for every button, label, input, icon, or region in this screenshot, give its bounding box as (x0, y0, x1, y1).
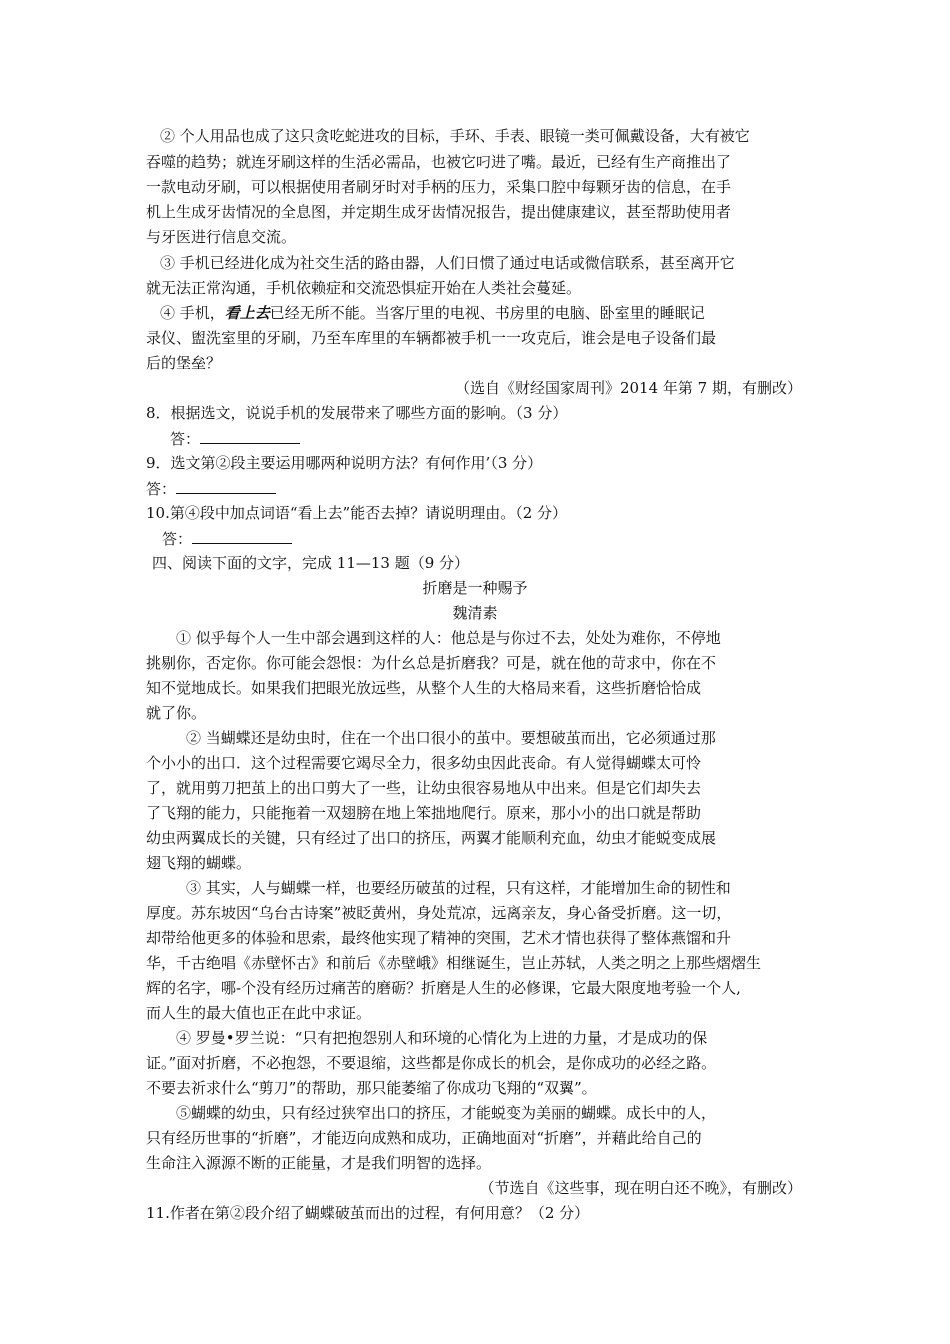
text-line: ③ 手机已经进化成为社交生活的路由器，人们日惯了通过电话或微信联系，甚至离开它 (160, 254, 735, 272)
text-line: 挑剔你，否定你。你可能会怨恨：为什幺总是折磨我？可是，就在他的苛求中，你在不 (146, 654, 717, 672)
answer-blank[interactable] (200, 428, 300, 444)
text-line: 吞噬的趋势；就连牙刷这样的生活必需品，也被它叼进了嘴。最近，已经有生产商推出了 (146, 153, 732, 171)
section-4-heading: 四、阅读下面的文字，完成 11—13 题（9 分） (152, 554, 470, 572)
s4-source: （节选自《这些事，现在明白还不晚》，有删改） (479, 1179, 802, 1197)
answer-10 (162, 528, 292, 549)
text-line: 就无法正常沟通，手机依赖症和交流恐惧症开始在人类社会蔓延。 (146, 279, 582, 297)
text-line: ① 似乎每个人一生中部会遇到这样的人：他总是与你过不去，处处为难你，不停地 (176, 629, 721, 647)
text-line: ③ 其实，人与蝴蝶一样，也要经历破茧的过程，只有这样，才能增加生命的韧性和 (186, 879, 731, 897)
article-title: 折磨是一种赐予 (422, 579, 528, 597)
text-line: 辉的名字，哪-个没有经历过痛苦的磨砺？折磨是人生的必修课，它最大限度地考验一个人, (146, 979, 741, 997)
text-line: 与牙医进行信息交流。 (146, 228, 297, 246)
answer-label: 答： (146, 480, 177, 498)
p4-prefix: ④ 手机， (160, 304, 225, 322)
question-11: 11.作者在第②段介绍了蝴蝶破茧而出的过程，有何用意？（2 分） (146, 1204, 590, 1222)
text-line: 却带给他更多的体验和思索，最终他实现了精神的突围，艺术才情也获得了整体燕馏和升 (146, 929, 732, 947)
text-line: 翅飞翔的蝴蝶。 (146, 854, 252, 872)
text-line: 证。”面对折磨，不必抱怨，不要退缩，这些都是你成长的机会，是你成功的必经之路。 (146, 1054, 717, 1072)
text-line: 后的堡垒？ (146, 354, 222, 372)
text-line: 而人生的最大值也正在此中求证。 (146, 1004, 372, 1022)
text-line: 华，千古绝唱《赤壁怀古》和前后《赤壁峨》相继诞生，岂止苏轼，人类之明之上那些熠熠生 (146, 954, 762, 972)
text-line: 个小小的出口．这个过程需要它竭尽全力，很多幼虫因此丧命。有人觉得蝴蝶太可怜 (146, 754, 702, 772)
answer-8 (170, 428, 300, 449)
question-10: 10.第④段中加点词语“看上去”能否去掉？请说明理由。（2 分） (146, 504, 568, 522)
text-line: 不要去祈求什么“剪刀”的帮助，那只能萎缩了你成功飞翔的“双翼”。 (146, 1079, 597, 1097)
text-line: ② 个人用品也成了这只贪吃蛇进攻的目标，手环、手表、眼镜一类可佩戴设备，大有被它 (160, 127, 750, 145)
text-line: 生命注入源源不断的正能量，才是我们明智的选择。 (146, 1154, 492, 1172)
text-line: 就了你。 (146, 704, 207, 722)
text-line: 幼虫两翼成长的关键，只有经过了出口的挤压，两翼才能顺利充血，幼虫才能蜕变成展 (146, 829, 717, 847)
answer-blank[interactable] (192, 528, 292, 544)
answer-blank[interactable] (176, 478, 276, 494)
text-line: ④ 罗曼•罗兰说：“只有把抱怨别人和环境的心情化为上进的力量，才是成功的保 (176, 1029, 708, 1047)
answer-9 (146, 478, 276, 499)
text-line: 只有经历世事的“折磨”，才能迈向成熟和成功，正确地面对“折磨”，并藉此给自己的 (146, 1129, 702, 1147)
emphasized-word: 看上去 (224, 304, 270, 322)
text-line: 机上生成牙齿情况的全息图，并定期生成牙齿情况报告，提出健康建议，甚至帮助使用者 (146, 203, 732, 221)
s3-source: （选自《财经国家周刊》2014 年第 7 期，有删改） (454, 379, 802, 397)
answer-label: 答： (162, 530, 193, 548)
text-line: ⑤蝴蝶的幼虫，只有经过狭窄出口的挤压，才能蜕变为美丽的蝴蝶。成长中的人， (176, 1104, 717, 1122)
text-line: 录仪、盥洗室里的牙刷，乃至车库里的车辆都被手机一一攻克后，谁会是电子设备们最 (146, 329, 717, 347)
article-author: 魏清素 (452, 604, 498, 622)
text-line: 了飞翔的能力，只能拖着一双翅膀在地上笨拙地爬行。原来，那小小的出口就是帮助 (146, 804, 702, 822)
p4-suffix: 已经无所不能。当客厅里的电视、书房里的电脑、卧室里的睡眠记 (269, 304, 705, 322)
text-line: 了，就用剪刀把茧上的出口剪大了一些，让幼虫很容易地从中出来。但是它们却失去 (146, 779, 702, 797)
question-9: 9．选文第②段主要运用哪两种说明方法？有何作用’（3 分） (146, 454, 543, 472)
text-line: ② 当蝴蝶还是幼虫时，住在一个出口很小的茧中。要想破茧而出，它必须通过那 (186, 729, 716, 747)
question-8: 8．根据选文，说说手机的发展带来了哪些方面的影响。（3 分） (146, 404, 568, 422)
text-line: 厚度。苏东坡因“乌台古诗案”被眨黄州，身处荒凉，远离亲友，身心备受折磨。这一切， (146, 904, 732, 922)
answer-label: 答： (170, 430, 201, 448)
text-line: 一款电动牙刷，可以根据使用者刷牙时对手柄的压力，采集口腔中每颗牙齿的信息，在手 (146, 178, 732, 196)
text-line (160, 303, 705, 323)
text-line: 知不觉地成长。如果我们把眼光放远些，从整个人生的大格局来看，这些折磨恰恰成 (146, 679, 702, 697)
